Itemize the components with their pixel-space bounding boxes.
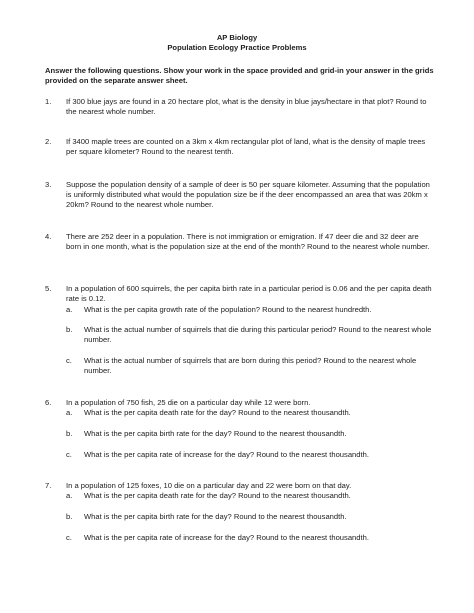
question-1 — [45, 97, 445, 117]
question-4 — [45, 232, 445, 252]
sub-question-letter: c. — [66, 450, 72, 459]
sub-question-letter: b. — [66, 325, 73, 334]
sub-question-text: What is the per capita birth rate for the day? Round to the nearest thousandth. — [84, 429, 347, 438]
sub-question-letter: c. — [66, 533, 72, 542]
question-number: 3. — [45, 180, 52, 189]
question-text: In a population of 750 fish, 25 die on a particular day while 12 were born. — [66, 398, 311, 407]
sub-question-text: What is the per capita birth rate for the day? Round to the nearest thousandth. — [84, 512, 347, 521]
question-5 — [45, 284, 445, 304]
question-text: In a population of 600 squirrels, the per capita birth rate in a particular period is 0.06 and the per capita death rate is 0.12. — [66, 284, 432, 304]
sub-question-text: What is the per capita rate of increase for the day? Round to the nearest thousandth. — [84, 533, 369, 542]
sub-question-letter: a. — [66, 305, 73, 314]
sub-question-text: What is the per capita death rate for the day? Round to the nearest thousandth. — [84, 491, 351, 500]
sub-question-text: What is the actual number of squirrels that are born during this period? Round to the nearest whole number. — [84, 356, 417, 376]
question-number: 4. — [45, 232, 52, 241]
question-5a — [66, 305, 446, 315]
question-number: 1. — [45, 97, 52, 106]
question-7c — [66, 533, 446, 543]
question-2 — [45, 137, 445, 157]
course-title: AP Biology — [216, 33, 258, 42]
question-6c — [66, 450, 446, 460]
sub-question-text: What is the actual number of squirrels that die during this particular period? Round to the nearest whole number. — [84, 325, 432, 345]
sub-question-letter: b. — [66, 512, 73, 521]
question-6 — [45, 398, 445, 408]
sub-question-letter: a. — [66, 408, 73, 417]
question-7b — [66, 512, 446, 522]
sub-question-text: What is the per capita death rate for the day? Round to the nearest thousandth. — [84, 408, 351, 417]
question-text: In a population of 125 foxes, 10 die on a particular day and 22 were born on that day. — [66, 481, 352, 490]
question-number: 2. — [45, 137, 52, 146]
question-7 — [45, 481, 445, 491]
question-text: Suppose the population density of a sample of deer is 50 per square kilometer. Assuming that the population is uniformly distributed what would the population size be if the deer encompassed an area that was 20km x 20km? Round to the nearest whole number. — [66, 180, 430, 210]
question-number: 5. — [45, 284, 52, 293]
sub-question-letter: b. — [66, 429, 73, 438]
question-number: 6. — [45, 398, 52, 407]
sub-question-letter: a. — [66, 491, 73, 500]
question-5b — [66, 325, 446, 345]
question-text: If 300 blue jays are found in a 20 hectare plot, what is the density in blue jays/hectare in that plot? Round to the nearest whole number. — [66, 97, 427, 117]
question-6a — [66, 408, 446, 418]
sub-question-letter: c. — [66, 356, 72, 365]
sub-question-text: What is the per capita growth rate of the population? Round to the nearest hundredth. — [84, 305, 372, 314]
question-6b — [66, 429, 446, 439]
page-header — [0, 33, 474, 53]
question-7a — [66, 491, 446, 501]
instructions: Answer the following questions. Show your work in the space provided and grid-in your answer in the grids provided on the separate answer sheet. — [45, 66, 434, 86]
sub-question-text: What is the per capita rate of increase for the day? Round to the nearest thousandth. — [84, 450, 369, 459]
question-text: If 3400 maple trees are counted on a 3km x 4km rectangular plot of land, what is the density of maple trees per square kilometer? Round to the nearest tenth. — [66, 137, 426, 157]
page-title: Population Ecology Practice Problems — [167, 43, 307, 53]
question-5c — [66, 356, 446, 376]
question-text: There are 252 deer in a population. There is not immigration or emigration. If 47 deer die and 32 deer are born in one month, what is the population size at the end of the month? Round to the nearest whole number. — [66, 232, 430, 252]
question-3 — [45, 180, 445, 211]
question-number: 7. — [45, 481, 52, 490]
